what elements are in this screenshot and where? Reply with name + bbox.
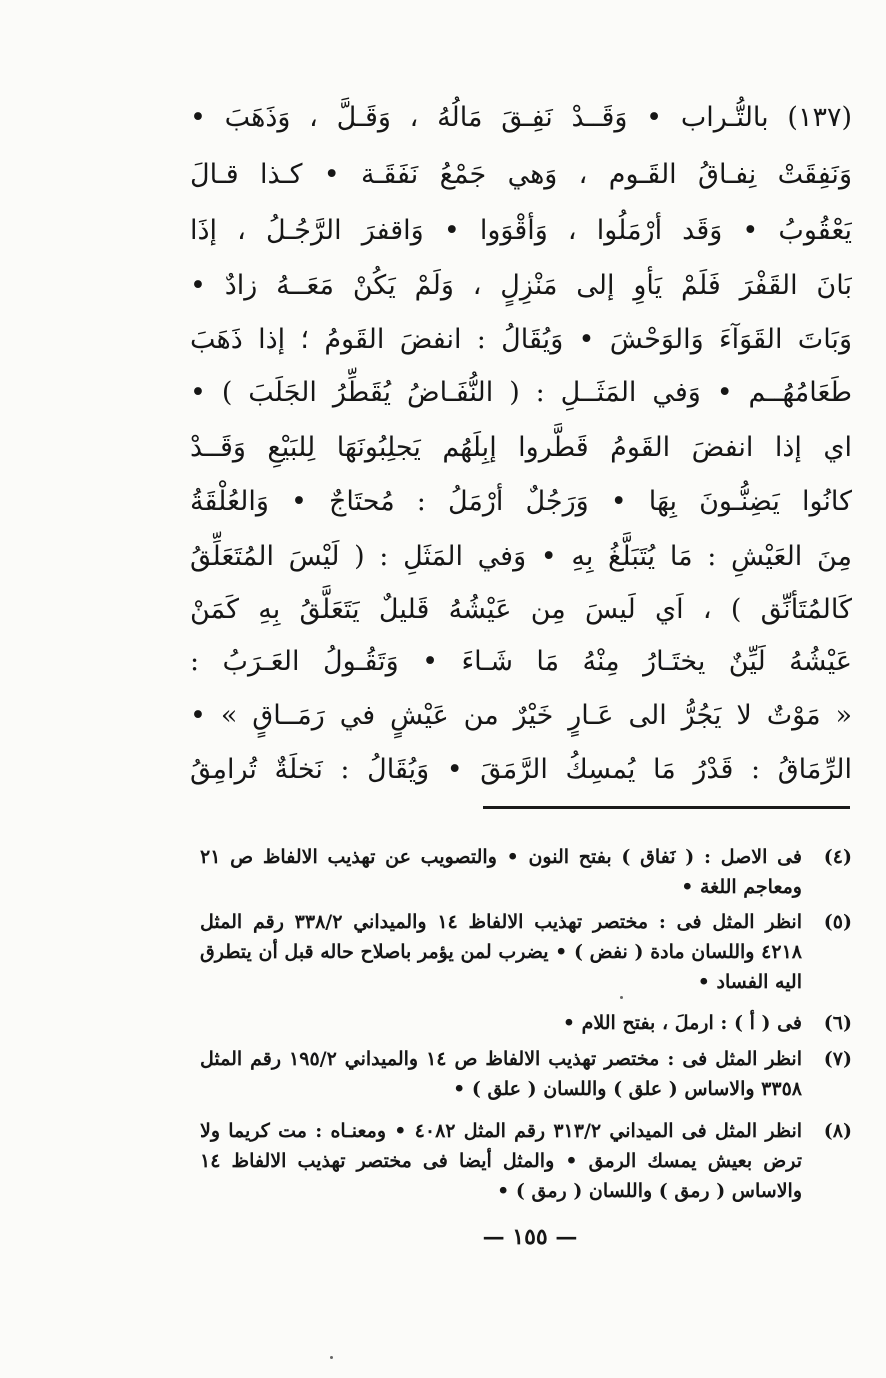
body-line: كانُوا يَضِنُّـونَ بِهَا • وَرَجُلٌ أرْمَلُ : مُحتَاجٌ • وَالعُلْقَةُ xyxy=(190,486,852,517)
body-line: بَانَ القَفْرَ فَلَمْ يَأوِ إلى مَنْزِلٍ ، وَلَمْ يَكُنْ مَعَــهُ زادٌ • xyxy=(190,270,852,301)
body-line: وَبَاتَ القَوَآءَ وَالوَحْشَ • وَيُقَالُ : انفضَ القَومُ ؛ إذا ذَهَبَ xyxy=(190,324,852,355)
footnote-item xyxy=(200,1116,852,1206)
body-line: وَنَفِقَتْ نِفـاقُ القَـوم ، وَهي جَمْعُ نَفَقَـة • كـذا قـالَ xyxy=(190,159,852,190)
footnote-number: (٨) xyxy=(823,1120,852,1142)
footnote-item xyxy=(200,907,852,997)
footnote-text: انظر المثل فى : مختصر تهذيب الالفاظ ١٤ والميداني ٣٣٨/٢ رقم المثل ٤٢١٨ واللسان مادة ( نفض ) • يضرب لمن يؤمر باصلاح حاله قبل أن يتطرق اليه الفساد • xyxy=(200,911,802,993)
footnote-number: (٥) xyxy=(823,911,852,933)
body-line: يَعْقُوبُ • وَقَد أرْمَلُوا ، وَأقْوَوا • وَاقفرَ الرَّجُـلُ ، إذَا xyxy=(190,215,852,246)
body-line: مِنَ العَيْشِ : مَا يُتَبَلَّغُ بِهِ • وَفي المَثَلِ : ( لَيْسَ المُتَعَلِّقُ xyxy=(190,541,852,572)
footnote-text: فى ( أ ) : ارملَ ، بفتح اللام • xyxy=(562,1012,802,1034)
footnote-text: انظر المثل فى الميداني ٣١٣/٢ رقم المثل ٤٠٨٢ • ومعنـاه : مت كريما ولا ترض بعيش يمسك الرمق • والمثل أيضا فى مختصر تهذيب الالفاظ ١٤ والاساس ( رمق ) واللسان ( رمق ) • xyxy=(200,1120,803,1202)
page-number: — ١٥٥ — xyxy=(482,1224,578,1250)
footnote-number: (٤) xyxy=(823,846,852,868)
body-line: طَعَامُهُــم • وَفي المَثَــلِ : ( النُّفَـاضُ يُقَطِّرُ الجَلَبَ ) • xyxy=(190,377,852,408)
footnote-number: (٦) xyxy=(823,1012,852,1034)
footnote-item xyxy=(200,1008,852,1038)
body-line: كَالمُتَأنِّق ) ، اَي لَيسَ مِن عَيْشُهُ قَليلٌ يَتَعَلَّقُ بِهِ كَمَنْ xyxy=(190,594,852,625)
footnote-item xyxy=(200,1044,852,1104)
body-line: « مَوْتٌ لا يَجُرُّ الى عَـارٍ خَيْرٌ من عَيْشٍ في رَمَــاقٍ » • xyxy=(190,700,852,731)
body-line: اي إذا انفضَ القَومُ قَطَّروا إبِلَهُم يَجلِبُونَهَا لِلبَيْعِ وَقَــدْ xyxy=(190,432,852,463)
scan-speck xyxy=(620,996,623,999)
body-line: (١٣٧) بالتُّـراب • وَقَــدْ نَفِـقَ مَالُهُ ، وَقَـلَّ ، وَذَهَبَ • xyxy=(190,102,852,133)
body-line: الرِّمَاقُ : قَدْرُ مَا يُمسِكُ الرَّمَقَ • وَيُقَالُ : نَخلَةٌ تُرامِقُ xyxy=(190,754,852,785)
footnote-text: فى الاصل : ( نَفاق ) بفتح النون • والتصويب عن تهذيب الالفاظ ص ٢١ ومعاجم اللغة • xyxy=(200,846,802,898)
body-line: عَيْشُهُ لَيِّنٌ يختَـارُ مِنْهُ مَا شَـاءَ • وَتَقُـولُ العَـرَبُ : xyxy=(190,646,852,677)
footnote-item xyxy=(200,842,852,902)
footnote-text: انظر المثل فى : مختصر تهذيب الالفاظ ص ١٤ والميداني ١٩٥/٢ رقم المثل ٣٣٥٨ والاساس ( علق ) واللسان ( علق ) • xyxy=(200,1048,802,1100)
footnote-number: (٧) xyxy=(823,1048,852,1070)
footnote-separator xyxy=(483,806,850,809)
scan-speck xyxy=(330,1356,333,1359)
